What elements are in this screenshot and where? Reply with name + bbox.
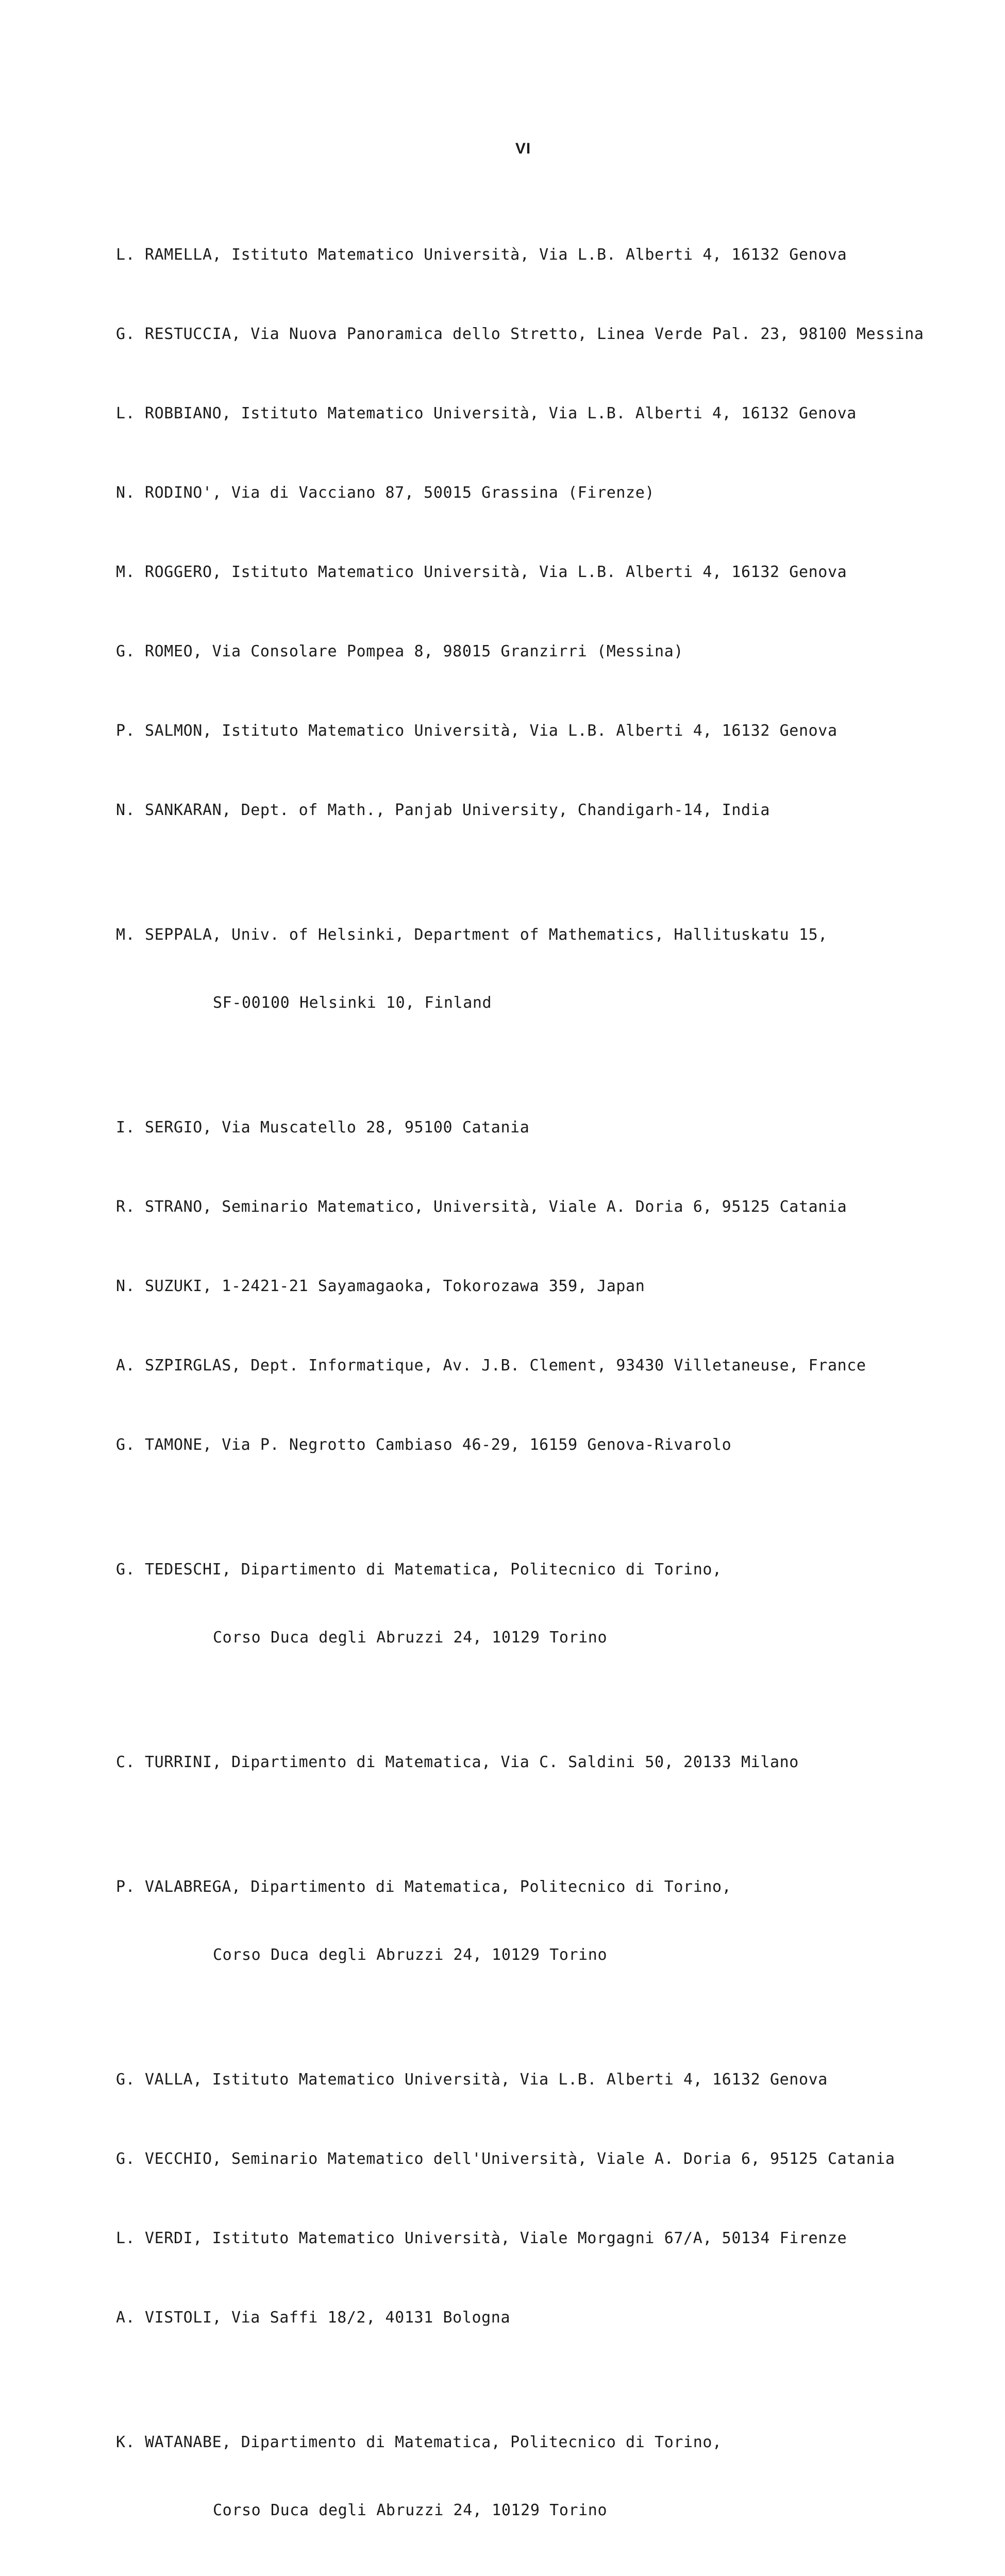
entry-line: L. ROBBIANO, Istituto Matematico Università, Via L.B. Alberti 4, 16132 Genova — [116, 404, 857, 422]
list-item — [116, 1513, 992, 1694]
page-number: VI — [515, 140, 531, 157]
list-item — [116, 323, 992, 346]
list-item — [116, 799, 992, 822]
entry-line: L. RAMELLA, Istituto Matematico Università, Via L.B. Alberti 4, 16132 Genova — [116, 246, 847, 264]
list-item — [116, 720, 992, 742]
list-item — [116, 482, 992, 504]
entry-line: G. TAMONE, Via P. Negrotto Cambiaso 46-29, 16159 Genova-Rivarolo — [116, 1436, 732, 1454]
list-item — [116, 1116, 992, 1139]
entry-continuation-line: Corso Duca degli Abruzzi 24, 10129 Torino — [213, 2501, 608, 2519]
list-item — [116, 2386, 992, 2567]
entry-line: M. ROGGERO, Istituto Matematico Università, Via L.B. Alberti 4, 16132 Genova — [116, 563, 847, 581]
entry-line: C. TURRINI, Dipartimento di Matematica, Via C. Saldini 50, 20133 Milano — [116, 1753, 799, 1771]
entry-line: G. TEDESCHI, Dipartimento di Matematica, Politecnico di Torino, — [116, 1561, 722, 1579]
entry-line: G. RESTUCCIA, Via Nuova Panoramica dello Stretto, Linea Verde Pal. 23, 98100 Messina — [116, 325, 924, 343]
entry-line: P. SALMON, Istituto Matematico Università, Via L.B. Alberti 4, 16132 Genova — [116, 722, 837, 740]
list-item — [116, 1751, 992, 1774]
list-item — [116, 1831, 992, 2012]
entry-continuation-line: SF-00100 Helsinki 10, Finland — [213, 994, 492, 1012]
entry-line: N. SANKARAN, Dept. of Math., Panjab University, Chandigarh-14, India — [116, 801, 770, 819]
list-item — [116, 244, 992, 266]
list-item — [116, 1354, 992, 1377]
entry-line: I. SERGIO, Via Muscatello 28, 95100 Catania — [116, 1118, 530, 1137]
entry-line: K. WATANABE, Dipartimento di Matematica, Politecnico di Torino, — [116, 2433, 722, 2451]
participant-address-list — [116, 198, 992, 2576]
entry-line: G. ROMEO, Via Consolare Pompea 8, 98015 Granzirri (Messina) — [116, 642, 684, 660]
list-item — [116, 1434, 992, 1456]
entry-line: N. RODINO', Via di Vacciano 87, 50015 Grassina (Firenze) — [116, 484, 655, 502]
entry-line: G. VECCHIO, Seminario Matematico dell'Università, Viale A. Doria 6, 95125 Catania — [116, 2150, 895, 2168]
list-item — [116, 561, 992, 584]
list-item — [116, 640, 992, 663]
list-item — [116, 1275, 992, 1298]
entry-continuation-line: Corso Duca degli Abruzzi 24, 10129 Torino — [213, 1629, 608, 1647]
entry-line: A. SZPIRGLAS, Dept. Informatique, Av. J.B. Clement, 93430 Villetaneuse, France — [116, 1357, 866, 1375]
list-item — [116, 1196, 992, 1218]
entry-line: R. STRANO, Seminario Matematico, Università, Viale A. Doria 6, 95125 Catania — [116, 1198, 847, 1216]
entry-line: G. VALLA, Istituto Matematico Università, Via L.B. Alberti 4, 16132 Genova — [116, 2071, 828, 2089]
entry-line: P. VALABREGA, Dipartimento di Matematica, Politecnico di Torino, — [116, 1878, 732, 1896]
entry-line: N. SUZUKI, 1-2421-21 Sayamagaoka, Tokorozawa 359, Japan — [116, 1277, 645, 1295]
list-item — [116, 2069, 992, 2091]
entry-continuation-line: Corso Duca degli Abruzzi 24, 10129 Torino — [213, 1946, 608, 1964]
entry-line: A. VISTOLI, Via Saffi 18/2, 40131 Bologna — [116, 2309, 511, 2327]
list-item — [116, 2307, 992, 2329]
list-item — [116, 878, 992, 1060]
list-item — [116, 2148, 992, 2171]
entry-line: M. SEPPALA, Univ. of Helsinki, Department of Mathematics, Hallituskatu 15, — [116, 926, 828, 944]
entry-line: L. VERDI, Istituto Matematico Università, Viale Morgagni 67/A, 50134 Firenze — [116, 2229, 847, 2247]
list-item — [116, 2227, 992, 2250]
list-item — [116, 402, 992, 425]
